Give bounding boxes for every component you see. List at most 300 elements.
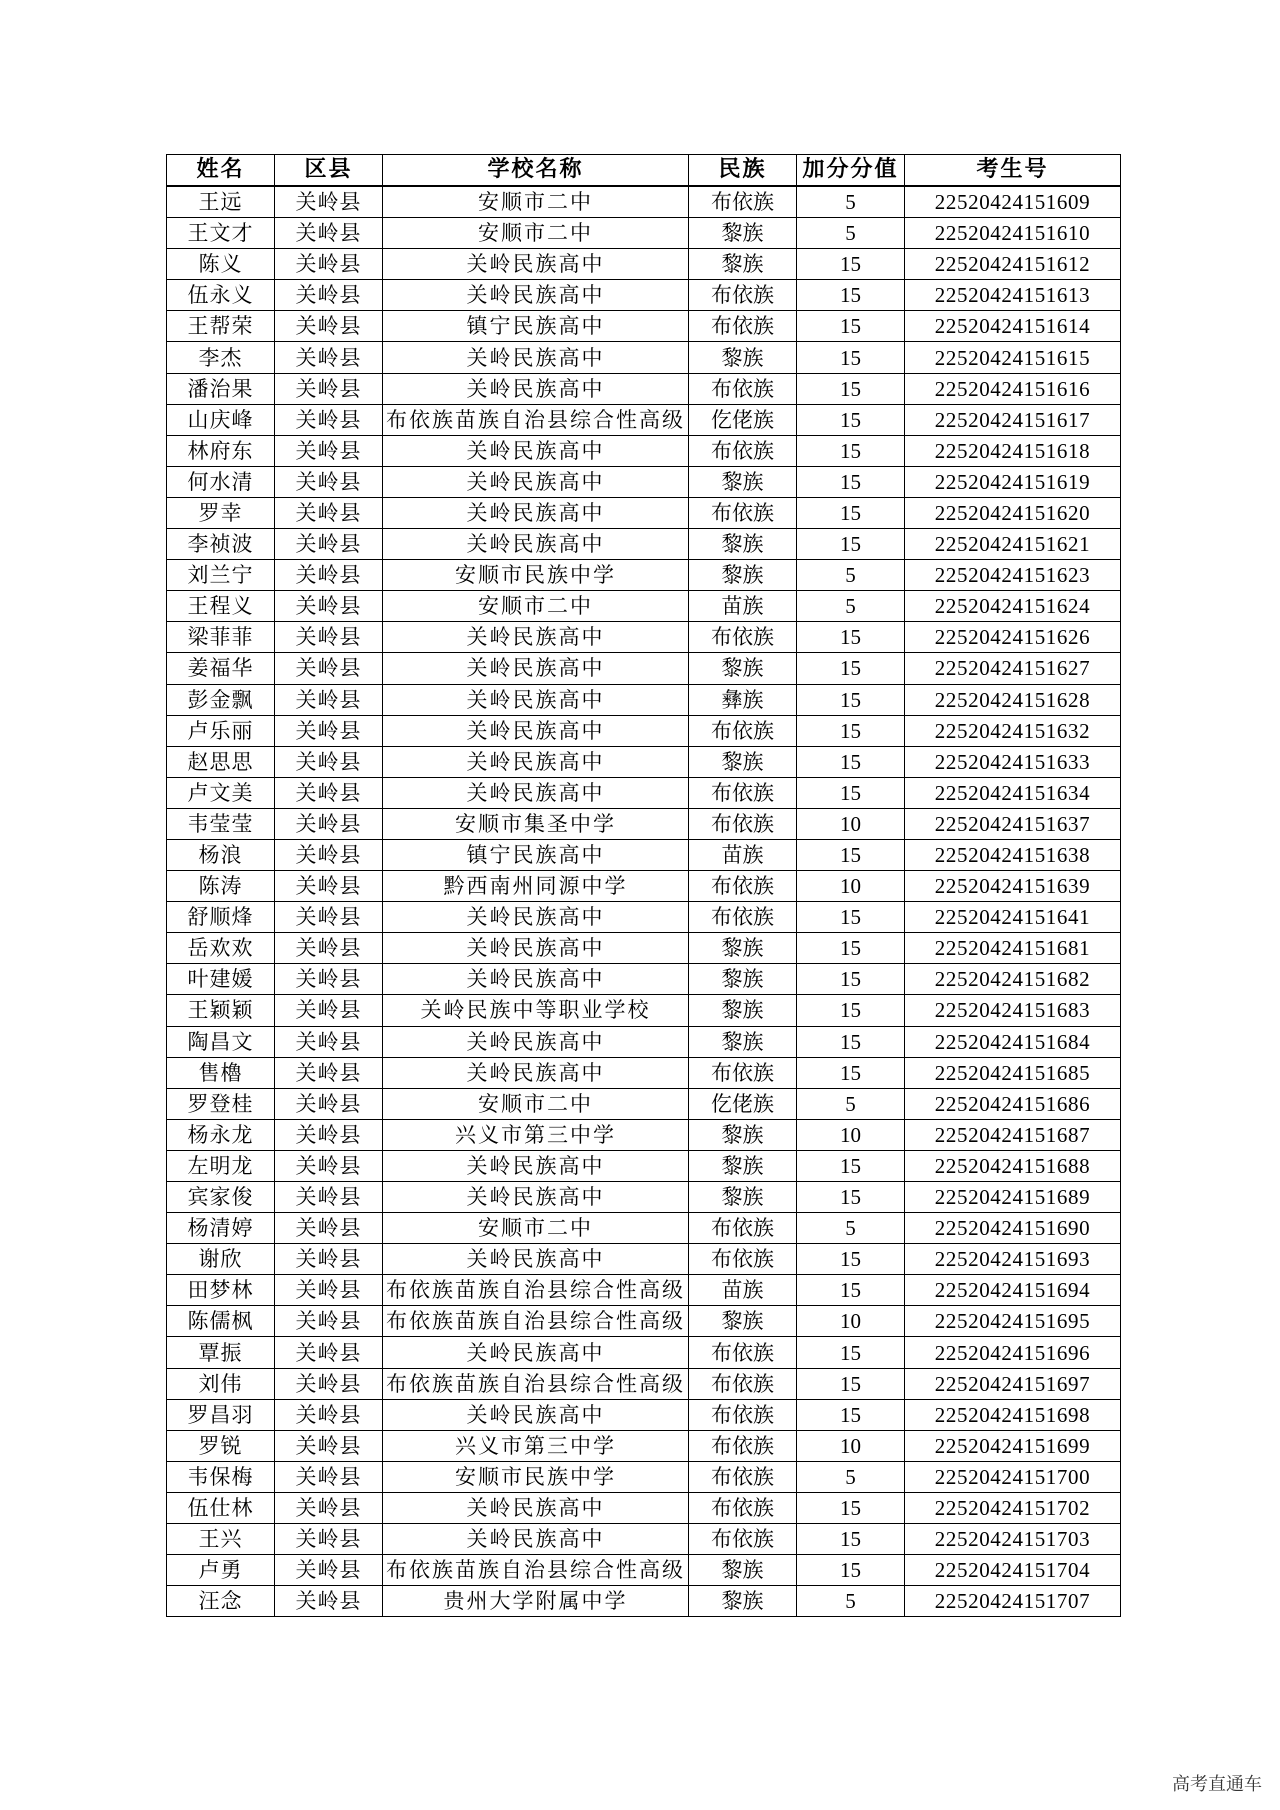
cell-candidate-id: 22520424151688 [905, 1150, 1121, 1181]
cell-bonus-points: 15 [797, 404, 905, 435]
cell-county: 关岭县 [275, 435, 383, 466]
watermark-text: 高考直通车 [1172, 1774, 1262, 1795]
cell-candidate-id: 22520424151682 [905, 964, 1121, 995]
cell-school: 关岭民族高中 [383, 1182, 689, 1213]
cell-name: 陈涛 [167, 871, 275, 902]
cell-candidate-id: 22520424151623 [905, 560, 1121, 591]
cell-name: 杨清婷 [167, 1213, 275, 1244]
cell-bonus-points: 15 [797, 1492, 905, 1523]
cell-county: 关岭县 [275, 1337, 383, 1368]
cell-school: 关岭民族高中 [383, 466, 689, 497]
cell-bonus-points: 5 [797, 1088, 905, 1119]
cell-school: 安顺市集圣中学 [383, 808, 689, 839]
cell-name: 刘兰宁 [167, 560, 275, 591]
cell-name: 王程义 [167, 591, 275, 622]
cell-county: 关岭县 [275, 653, 383, 684]
cell-name: 陈儒枫 [167, 1306, 275, 1337]
cell-candidate-id: 22520424151617 [905, 404, 1121, 435]
table-row [167, 1492, 1121, 1523]
cell-school: 关岭民族中等职业学校 [383, 995, 689, 1026]
cell-bonus-points: 15 [797, 497, 905, 528]
table-row [167, 1524, 1121, 1555]
cell-county: 关岭县 [275, 1306, 383, 1337]
table-row [167, 591, 1121, 622]
cell-candidate-id: 22520424151618 [905, 435, 1121, 466]
cell-ethnicity: 布依族 [689, 1430, 797, 1461]
cell-candidate-id: 22520424151699 [905, 1430, 1121, 1461]
cell-ethnicity: 布依族 [689, 186, 797, 218]
cell-school: 关岭民族高中 [383, 1524, 689, 1555]
cell-candidate-id: 22520424151690 [905, 1213, 1121, 1244]
cell-school: 关岭民族高中 [383, 373, 689, 404]
cell-ethnicity: 布依族 [689, 622, 797, 653]
cell-name: 卢乐丽 [167, 715, 275, 746]
cell-school: 安顺市二中 [383, 1213, 689, 1244]
cell-bonus-points: 15 [797, 684, 905, 715]
cell-school: 关岭民族高中 [383, 1399, 689, 1430]
cell-school: 安顺市民族中学 [383, 1461, 689, 1492]
table-row [167, 560, 1121, 591]
table-row [167, 964, 1121, 995]
cell-ethnicity: 黎族 [689, 1555, 797, 1586]
cell-bonus-points: 15 [797, 839, 905, 870]
cell-bonus-points: 15 [797, 995, 905, 1026]
cell-ethnicity: 布依族 [689, 777, 797, 808]
cell-county: 关岭县 [275, 777, 383, 808]
cell-name: 何水清 [167, 466, 275, 497]
cell-name: 陶昌文 [167, 1026, 275, 1057]
cell-county: 关岭县 [275, 1586, 383, 1617]
cell-bonus-points: 15 [797, 1399, 905, 1430]
cell-bonus-points: 15 [797, 311, 905, 342]
cell-bonus-points: 10 [797, 1306, 905, 1337]
cell-candidate-id: 22520424151633 [905, 746, 1121, 777]
cell-candidate-id: 22520424151689 [905, 1182, 1121, 1213]
cell-ethnicity: 布依族 [689, 373, 797, 404]
cell-bonus-points: 15 [797, 1244, 905, 1275]
cell-name: 赵思思 [167, 746, 275, 777]
table-row [167, 404, 1121, 435]
table-body [167, 186, 1121, 1617]
cell-school: 兴义市第三中学 [383, 1119, 689, 1150]
cell-candidate-id: 22520424151703 [905, 1524, 1121, 1555]
cell-candidate-id: 22520424151700 [905, 1461, 1121, 1492]
cell-county: 关岭县 [275, 964, 383, 995]
cell-ethnicity: 布依族 [689, 280, 797, 311]
cell-name: 覃振 [167, 1337, 275, 1368]
cell-school: 关岭民族高中 [383, 529, 689, 560]
cell-bonus-points: 15 [797, 1337, 905, 1368]
table-row [167, 280, 1121, 311]
cell-ethnicity: 布依族 [689, 871, 797, 902]
table-row [167, 1399, 1121, 1430]
cell-candidate-id: 22520424151610 [905, 218, 1121, 249]
cell-candidate-id: 22520424151613 [905, 280, 1121, 311]
cell-name: 汪念 [167, 1586, 275, 1617]
cell-name: 韦莹莹 [167, 808, 275, 839]
cell-candidate-id: 22520424151681 [905, 933, 1121, 964]
cell-candidate-id: 22520424151632 [905, 715, 1121, 746]
cell-ethnicity: 布依族 [689, 1368, 797, 1399]
cell-school: 布依族苗族自治县综合性高级 [383, 1275, 689, 1306]
cell-school: 关岭民族高中 [383, 342, 689, 373]
cell-school: 关岭民族高中 [383, 249, 689, 280]
header-county: 区县 [275, 155, 383, 187]
cell-candidate-id: 22520424151684 [905, 1026, 1121, 1057]
cell-name: 王文才 [167, 218, 275, 249]
cell-ethnicity: 黎族 [689, 529, 797, 560]
cell-candidate-id: 22520424151619 [905, 466, 1121, 497]
cell-ethnicity: 黎族 [689, 218, 797, 249]
cell-school: 关岭民族高中 [383, 1244, 689, 1275]
cell-name: 罗锐 [167, 1430, 275, 1461]
cell-school: 关岭民族高中 [383, 684, 689, 715]
cell-name: 舒顺烽 [167, 902, 275, 933]
cell-bonus-points: 10 [797, 808, 905, 839]
cell-candidate-id: 22520424151639 [905, 871, 1121, 902]
cell-name: 潘治果 [167, 373, 275, 404]
cell-bonus-points: 15 [797, 933, 905, 964]
table-row [167, 1182, 1121, 1213]
cell-school: 关岭民族高中 [383, 746, 689, 777]
table-row [167, 1213, 1121, 1244]
table-row [167, 1337, 1121, 1368]
cell-name: 王远 [167, 186, 275, 218]
cell-school: 安顺市二中 [383, 1088, 689, 1119]
cell-county: 关岭县 [275, 373, 383, 404]
cell-name: 陈义 [167, 249, 275, 280]
cell-candidate-id: 22520424151702 [905, 1492, 1121, 1523]
cell-county: 关岭县 [275, 995, 383, 1026]
cell-bonus-points: 15 [797, 466, 905, 497]
cell-bonus-points: 5 [797, 560, 905, 591]
cell-ethnicity: 苗族 [689, 591, 797, 622]
cell-bonus-points: 15 [797, 342, 905, 373]
cell-county: 关岭县 [275, 218, 383, 249]
cell-bonus-points: 15 [797, 746, 905, 777]
table-row [167, 1057, 1121, 1088]
table-row [167, 839, 1121, 870]
cell-county: 关岭县 [275, 529, 383, 560]
cell-school: 关岭民族高中 [383, 435, 689, 466]
cell-county: 关岭县 [275, 466, 383, 497]
cell-name: 李祯波 [167, 529, 275, 560]
cell-ethnicity: 黎族 [689, 466, 797, 497]
cell-school: 镇宁民族高中 [383, 839, 689, 870]
cell-county: 关岭县 [275, 746, 383, 777]
cell-county: 关岭县 [275, 1244, 383, 1275]
cell-ethnicity: 布依族 [689, 1524, 797, 1555]
cell-school: 关岭民族高中 [383, 280, 689, 311]
candidate-bonus-table [166, 154, 1121, 1617]
cell-school: 关岭民族高中 [383, 1337, 689, 1368]
cell-name: 叶建媛 [167, 964, 275, 995]
table-row [167, 684, 1121, 715]
cell-candidate-id: 22520424151693 [905, 1244, 1121, 1275]
cell-ethnicity: 黎族 [689, 746, 797, 777]
cell-candidate-id: 22520424151687 [905, 1119, 1121, 1150]
table-row [167, 1306, 1121, 1337]
cell-name: 田梦林 [167, 1275, 275, 1306]
cell-county: 关岭县 [275, 871, 383, 902]
cell-name: 梁菲菲 [167, 622, 275, 653]
cell-bonus-points: 15 [797, 1057, 905, 1088]
cell-bonus-points: 10 [797, 871, 905, 902]
header-school: 学校名称 [383, 155, 689, 187]
cell-bonus-points: 10 [797, 1430, 905, 1461]
cell-county: 关岭县 [275, 311, 383, 342]
cell-name: 彭金飘 [167, 684, 275, 715]
cell-bonus-points: 5 [797, 1586, 905, 1617]
cell-bonus-points: 15 [797, 1524, 905, 1555]
cell-candidate-id: 22520424151638 [905, 839, 1121, 870]
cell-name: 卢文美 [167, 777, 275, 808]
header-ethnicity: 民族 [689, 155, 797, 187]
table-row [167, 746, 1121, 777]
table-row [167, 622, 1121, 653]
table-row [167, 871, 1121, 902]
cell-county: 关岭县 [275, 1182, 383, 1213]
table-row [167, 186, 1121, 218]
cell-county: 关岭县 [275, 1368, 383, 1399]
cell-name: 刘伟 [167, 1368, 275, 1399]
table-row [167, 466, 1121, 497]
table-row [167, 1244, 1121, 1275]
cell-ethnicity: 布依族 [689, 1492, 797, 1523]
cell-ethnicity: 黎族 [689, 1026, 797, 1057]
cell-school: 安顺市二中 [383, 591, 689, 622]
cell-school: 关岭民族高中 [383, 933, 689, 964]
cell-candidate-id: 22520424151694 [905, 1275, 1121, 1306]
table-row [167, 1430, 1121, 1461]
cell-county: 关岭县 [275, 280, 383, 311]
cell-county: 关岭县 [275, 933, 383, 964]
cell-school: 关岭民族高中 [383, 1492, 689, 1523]
cell-county: 关岭县 [275, 560, 383, 591]
cell-name: 王颖颖 [167, 995, 275, 1026]
table-row [167, 933, 1121, 964]
cell-ethnicity: 黎族 [689, 1150, 797, 1181]
cell-candidate-id: 22520424151686 [905, 1088, 1121, 1119]
cell-county: 关岭县 [275, 622, 383, 653]
cell-county: 关岭县 [275, 1430, 383, 1461]
table-row [167, 1026, 1121, 1057]
cell-ethnicity: 布依族 [689, 1213, 797, 1244]
cell-candidate-id: 22520424151624 [905, 591, 1121, 622]
cell-school: 关岭民族高中 [383, 964, 689, 995]
cell-ethnicity: 苗族 [689, 1275, 797, 1306]
cell-county: 关岭县 [275, 1275, 383, 1306]
cell-ethnicity: 布依族 [689, 1461, 797, 1492]
cell-school: 贵州大学附属中学 [383, 1586, 689, 1617]
cell-candidate-id: 22520424151707 [905, 1586, 1121, 1617]
table-row [167, 653, 1121, 684]
cell-county: 关岭县 [275, 1492, 383, 1523]
table-row [167, 1555, 1121, 1586]
cell-school: 关岭民族高中 [383, 777, 689, 808]
cell-candidate-id: 22520424151685 [905, 1057, 1121, 1088]
cell-school: 关岭民族高中 [383, 715, 689, 746]
cell-ethnicity: 布依族 [689, 1399, 797, 1430]
cell-ethnicity: 彝族 [689, 684, 797, 715]
cell-name: 岳欢欢 [167, 933, 275, 964]
cell-bonus-points: 15 [797, 1150, 905, 1181]
cell-name: 伍仕林 [167, 1492, 275, 1523]
cell-candidate-id: 22520424151620 [905, 497, 1121, 528]
cell-name: 山庆峰 [167, 404, 275, 435]
cell-ethnicity: 苗族 [689, 839, 797, 870]
cell-ethnicity: 仡佬族 [689, 404, 797, 435]
cell-ethnicity: 布依族 [689, 497, 797, 528]
cell-school: 黔西南州同源中学 [383, 871, 689, 902]
cell-bonus-points: 5 [797, 1213, 905, 1244]
cell-ethnicity: 黎族 [689, 1586, 797, 1617]
cell-name: 伍永义 [167, 280, 275, 311]
table-row [167, 1461, 1121, 1492]
table-row [167, 1586, 1121, 1617]
cell-county: 关岭县 [275, 1088, 383, 1119]
cell-ethnicity: 布依族 [689, 311, 797, 342]
cell-bonus-points: 15 [797, 435, 905, 466]
cell-school: 镇宁民族高中 [383, 311, 689, 342]
cell-county: 关岭县 [275, 342, 383, 373]
cell-candidate-id: 22520424151626 [905, 622, 1121, 653]
cell-county: 关岭县 [275, 808, 383, 839]
cell-bonus-points: 15 [797, 1368, 905, 1399]
cell-school: 布依族苗族自治县综合性高级 [383, 1306, 689, 1337]
cell-candidate-id: 22520424151697 [905, 1368, 1121, 1399]
cell-candidate-id: 22520424151616 [905, 373, 1121, 404]
table-row [167, 715, 1121, 746]
cell-candidate-id: 22520424151614 [905, 311, 1121, 342]
cell-bonus-points: 5 [797, 1461, 905, 1492]
cell-school: 布依族苗族自治县综合性高级 [383, 404, 689, 435]
cell-ethnicity: 黎族 [689, 1119, 797, 1150]
cell-county: 关岭县 [275, 249, 383, 280]
cell-ethnicity: 黎族 [689, 342, 797, 373]
cell-county: 关岭县 [275, 1461, 383, 1492]
table-row [167, 808, 1121, 839]
cell-county: 关岭县 [275, 1213, 383, 1244]
cell-candidate-id: 22520424151637 [905, 808, 1121, 839]
cell-county: 关岭县 [275, 404, 383, 435]
cell-county: 关岭县 [275, 1524, 383, 1555]
table-row [167, 249, 1121, 280]
cell-school: 布依族苗族自治县综合性高级 [383, 1368, 689, 1399]
cell-county: 关岭县 [275, 1150, 383, 1181]
cell-ethnicity: 布依族 [689, 808, 797, 839]
cell-name: 宾家俊 [167, 1182, 275, 1213]
cell-ethnicity: 黎族 [689, 653, 797, 684]
cell-school: 安顺市二中 [383, 186, 689, 218]
table-row [167, 529, 1121, 560]
cell-name: 左明龙 [167, 1150, 275, 1181]
cell-ethnicity: 黎族 [689, 1182, 797, 1213]
cell-bonus-points: 10 [797, 1119, 905, 1150]
cell-candidate-id: 22520424151641 [905, 902, 1121, 933]
cell-ethnicity: 布依族 [689, 715, 797, 746]
cell-county: 关岭县 [275, 591, 383, 622]
cell-candidate-id: 22520424151609 [905, 186, 1121, 218]
cell-county: 关岭县 [275, 1399, 383, 1430]
cell-name: 杨永龙 [167, 1119, 275, 1150]
cell-candidate-id: 22520424151627 [905, 653, 1121, 684]
table-row [167, 995, 1121, 1026]
cell-candidate-id: 22520424151695 [905, 1306, 1121, 1337]
cell-county: 关岭县 [275, 1119, 383, 1150]
table-row [167, 497, 1121, 528]
cell-school: 关岭民族高中 [383, 902, 689, 933]
cell-school: 关岭民族高中 [383, 622, 689, 653]
cell-ethnicity: 仡佬族 [689, 1088, 797, 1119]
cell-bonus-points: 5 [797, 186, 905, 218]
cell-name: 罗昌羽 [167, 1399, 275, 1430]
cell-bonus-points: 15 [797, 1275, 905, 1306]
cell-ethnicity: 黎族 [689, 560, 797, 591]
table-row [167, 902, 1121, 933]
cell-name: 韦保梅 [167, 1461, 275, 1492]
cell-candidate-id: 22520424151696 [905, 1337, 1121, 1368]
cell-name: 罗幸 [167, 497, 275, 528]
table-row [167, 311, 1121, 342]
cell-ethnicity: 黎族 [689, 995, 797, 1026]
cell-candidate-id: 22520424151698 [905, 1399, 1121, 1430]
cell-bonus-points: 15 [797, 249, 905, 280]
cell-county: 关岭县 [275, 497, 383, 528]
cell-candidate-id: 22520424151621 [905, 529, 1121, 560]
cell-bonus-points: 15 [797, 1026, 905, 1057]
cell-ethnicity: 布依族 [689, 435, 797, 466]
cell-candidate-id: 22520424151612 [905, 249, 1121, 280]
cell-ethnicity: 布依族 [689, 902, 797, 933]
cell-candidate-id: 22520424151628 [905, 684, 1121, 715]
cell-bonus-points: 15 [797, 622, 905, 653]
cell-county: 关岭县 [275, 902, 383, 933]
cell-candidate-id: 22520424151634 [905, 777, 1121, 808]
cell-bonus-points: 15 [797, 1182, 905, 1213]
cell-school: 关岭民族高中 [383, 1026, 689, 1057]
cell-county: 关岭县 [275, 1555, 383, 1586]
header-bonus-points: 加分分值 [797, 155, 905, 187]
header-name: 姓名 [167, 155, 275, 187]
cell-name: 姜福华 [167, 653, 275, 684]
cell-bonus-points: 15 [797, 902, 905, 933]
cell-school: 关岭民族高中 [383, 1150, 689, 1181]
table-row [167, 777, 1121, 808]
cell-candidate-id: 22520424151683 [905, 995, 1121, 1026]
cell-school: 安顺市二中 [383, 218, 689, 249]
cell-county: 关岭县 [275, 186, 383, 218]
table-row [167, 342, 1121, 373]
table-row [167, 1150, 1121, 1181]
cell-bonus-points: 15 [797, 964, 905, 995]
cell-name: 杨浪 [167, 839, 275, 870]
cell-name: 罗登桂 [167, 1088, 275, 1119]
cell-name: 李杰 [167, 342, 275, 373]
table-row [167, 1088, 1121, 1119]
cell-name: 林府东 [167, 435, 275, 466]
cell-school: 兴义市第三中学 [383, 1430, 689, 1461]
cell-ethnicity: 布依族 [689, 1337, 797, 1368]
cell-school: 关岭民族高中 [383, 653, 689, 684]
table-row [167, 218, 1121, 249]
cell-bonus-points: 5 [797, 218, 905, 249]
cell-ethnicity: 黎族 [689, 1306, 797, 1337]
cell-candidate-id: 22520424151615 [905, 342, 1121, 373]
table-row [167, 1368, 1121, 1399]
cell-school: 安顺市民族中学 [383, 560, 689, 591]
header-candidate-id: 考生号 [905, 155, 1121, 187]
